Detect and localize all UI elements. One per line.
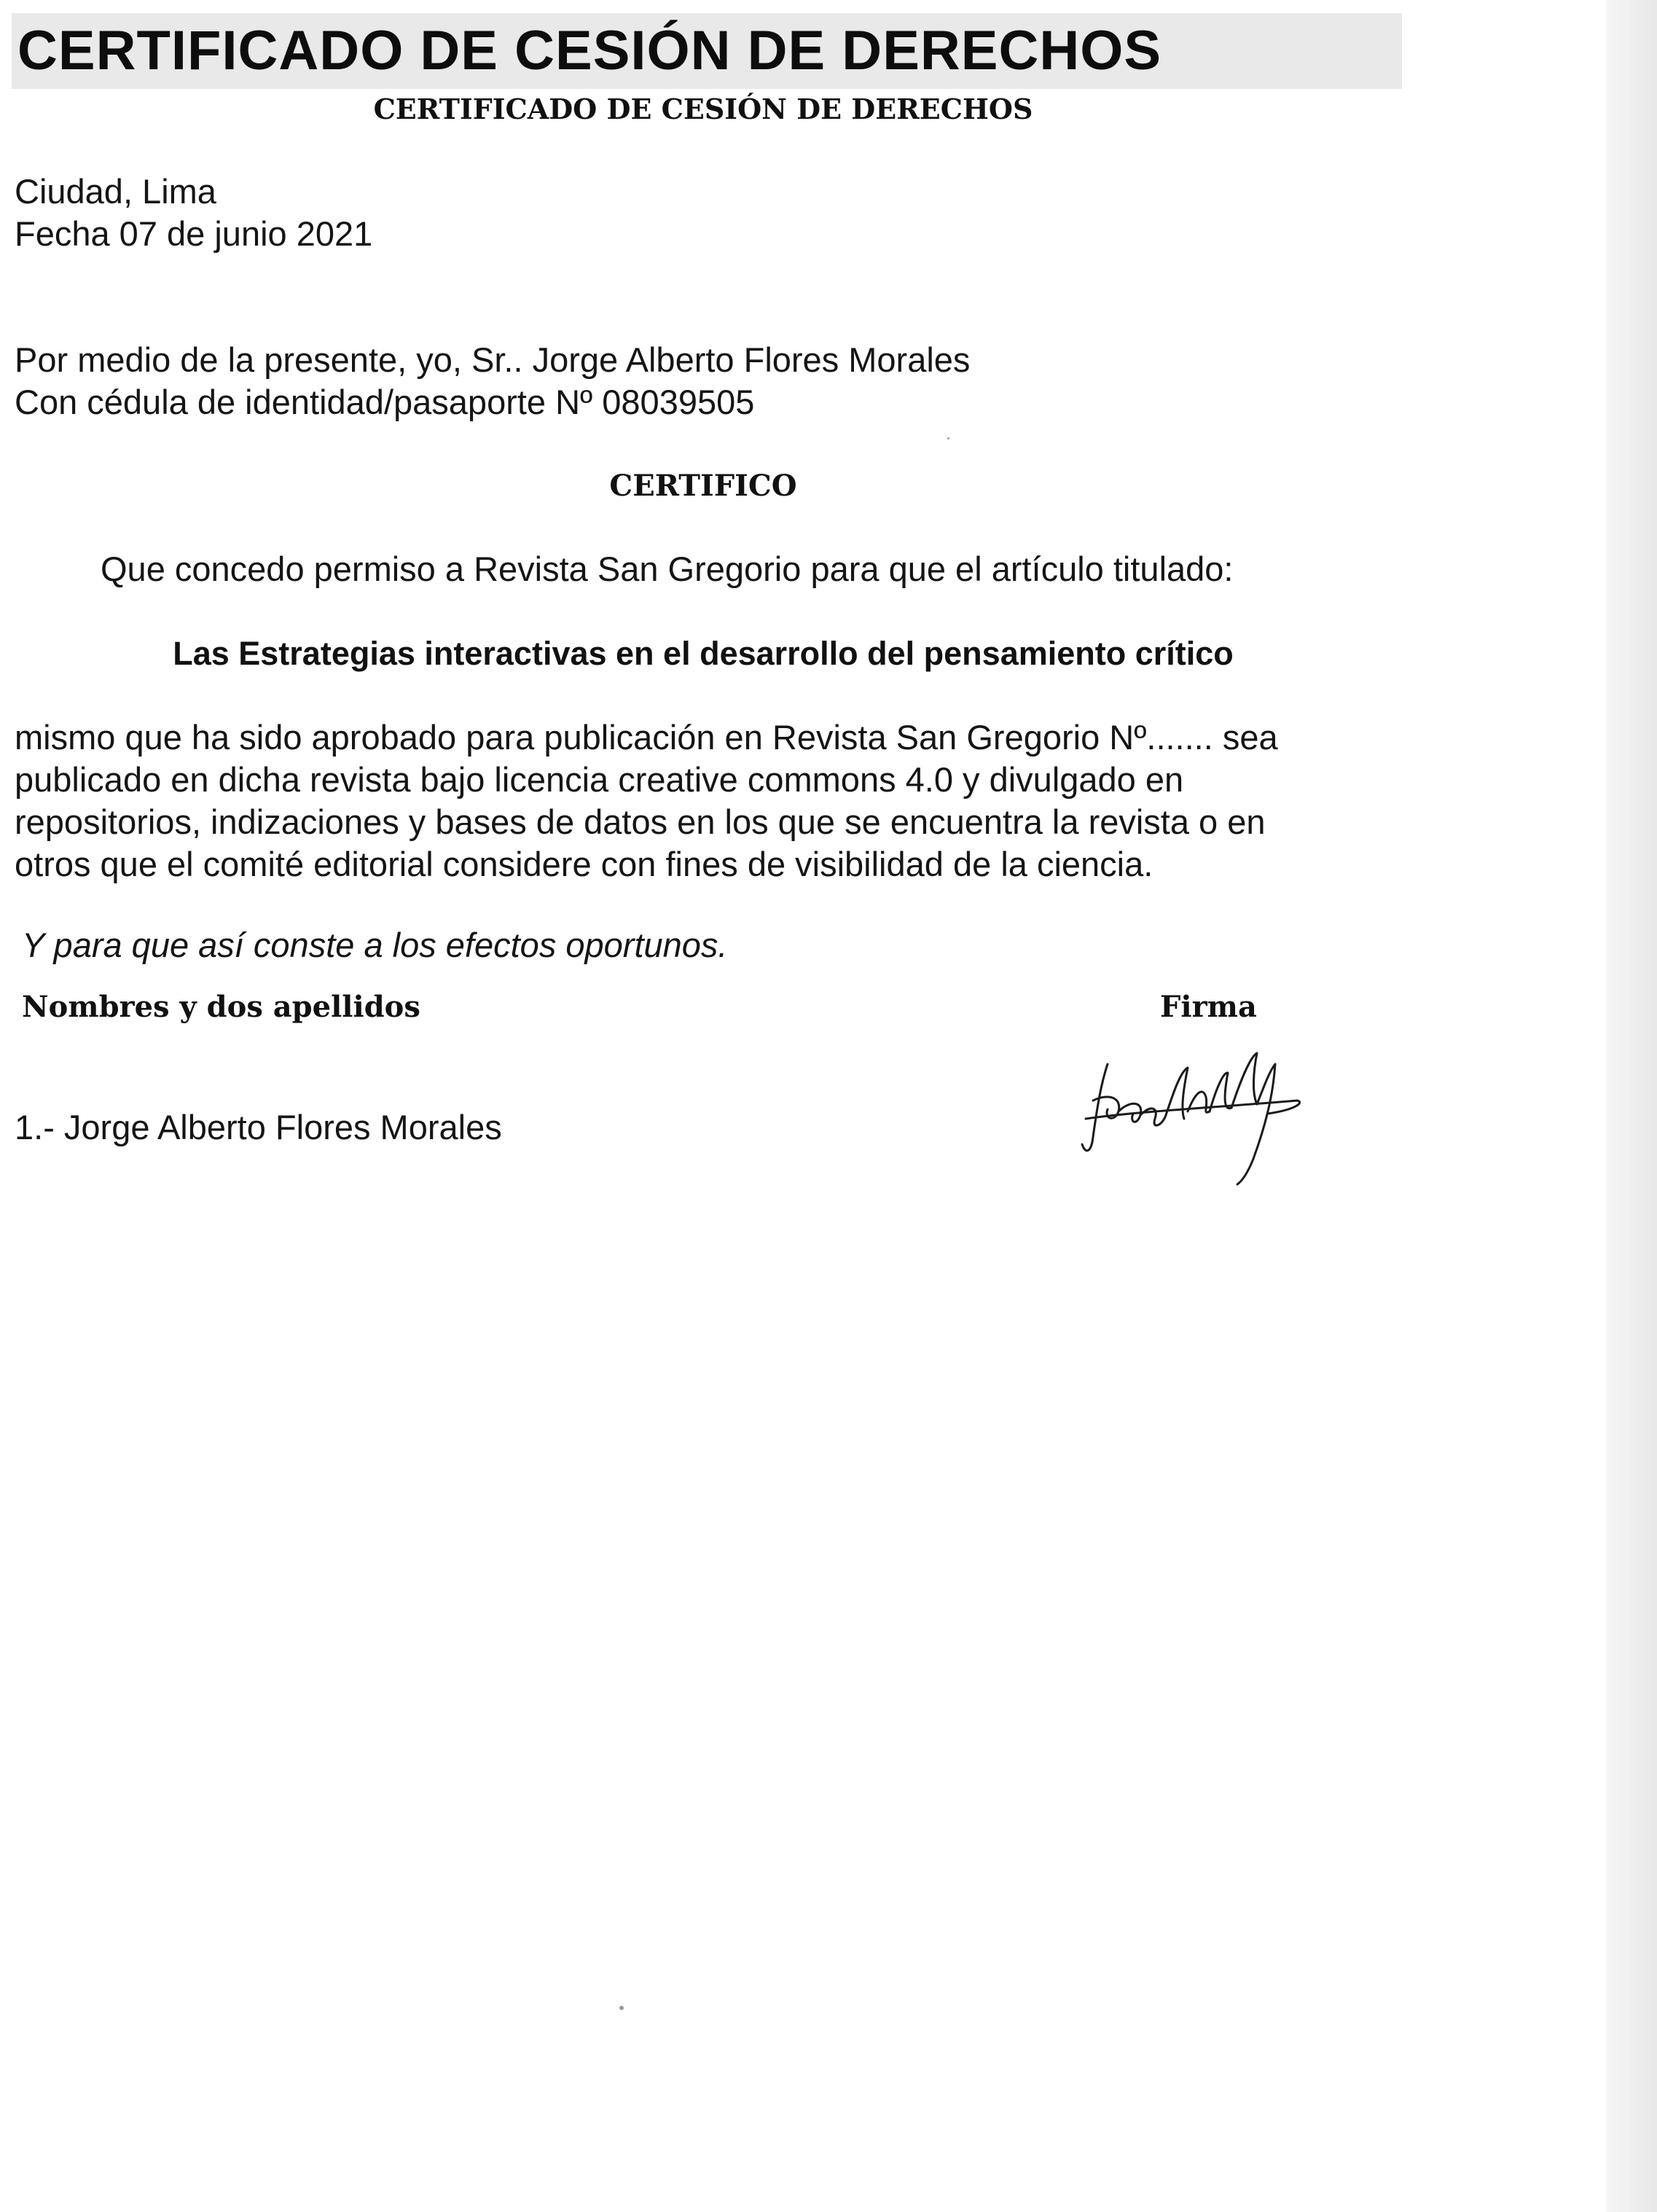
- permission-line: Que concedo permiso a Revista San Gregorio para que el artículo titulado:: [101, 550, 1234, 588]
- city-line: Ciudad, Lima: [15, 172, 216, 211]
- certifico-heading: CERTIFICO: [609, 469, 797, 503]
- scan-edge-shadow: [1606, 0, 1657, 2212]
- closing-line: Y para que así conste a los efectos oportunos.: [22, 926, 728, 964]
- scan-speck: [947, 437, 949, 439]
- license-line-4: otros que el comité editorial considere con fines de visibilidad de la ciencia.: [15, 845, 1153, 883]
- names-label: Nombres y dos apellidos: [22, 990, 420, 1024]
- date-line: Fecha 07 de junio 2021: [15, 214, 373, 253]
- license-line-1-text: mismo que ha sido aprobado para publicación en Revista San Gregorio Nº....... sea: [15, 718, 1278, 757]
- handwritten-signature: [1078, 1042, 1312, 1188]
- license-paragraph: [15, 716, 1399, 886]
- license-line-2: publicado en dicha revista bajo licencia creative commons 4.0 y divulgado en: [15, 760, 1184, 799]
- document-subtitle: CERTIFICADO DE CESIÓN DE DERECHOS: [373, 93, 1033, 125]
- scan-speck: [619, 2006, 624, 2010]
- intro-line-name: Por medio de la presente, yo, Sr.. Jorge Alberto Flores Morales: [15, 340, 971, 379]
- signer-entry: 1.- Jorge Alberto Flores Morales: [15, 1108, 502, 1146]
- signature-label: Firma: [1160, 990, 1257, 1024]
- article-title: Las Estrategias interactivas en el desarrollo del pensamiento crítico: [173, 635, 1234, 672]
- intro-line-id: Con cédula de identidad/pasaporte Nº 08039505: [15, 383, 755, 421]
- banner-title: CERTIFICADO DE CESIÓN DE DERECHOS: [12, 13, 1402, 89]
- license-line-3: repositorios, indizaciones y bases de datos en los que se encuentra la revista o en: [15, 802, 1266, 841]
- license-line-1: [15, 716, 1399, 759]
